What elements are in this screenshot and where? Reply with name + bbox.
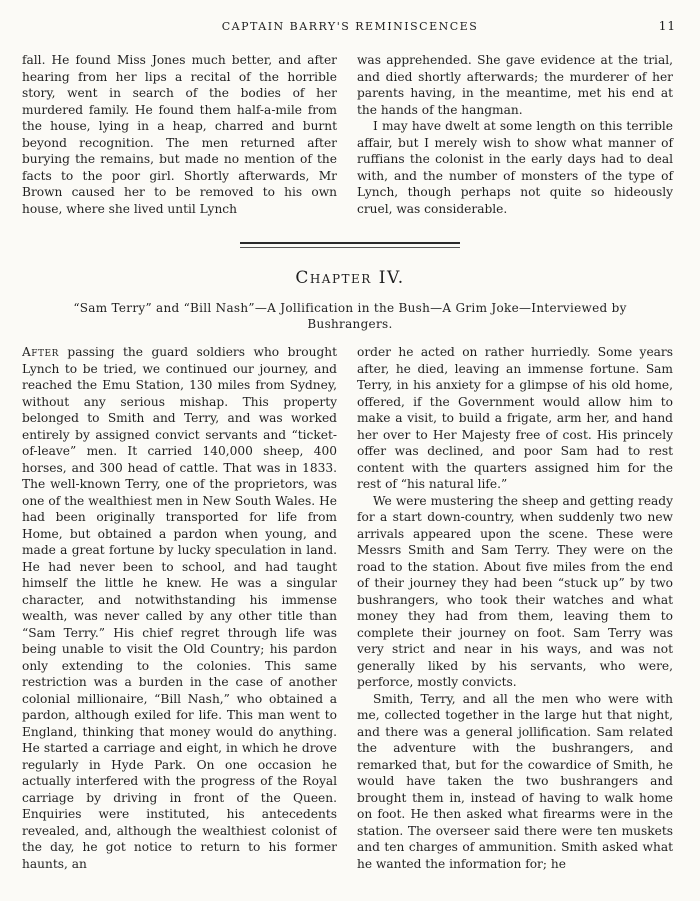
paragraph-text: passing the guard soldiers who brought Lynch to be tried, we continued our journey, and reached the Emu Station, 130 miles from Sydney, without any serious mishap. This property belonged to Smith and Terry, and was worked entirely by assigned convict servants and “ticket-of-leave” men. It carried 140,000 sheep, 400 horses, and 300 head of cattle. That was in 1833. The well-known Terry, one of the proprietors, was one of the wealthiest men in New South Wales. He had been originally transported for life from Home, but obtained a pardon when young, and made a great fortune by lucky speculation in land. He had never been to school, and had taught himself the little he knew. He was a singular character, and notwithstanding his immense wealth, was never called by any other title than “Sam Terry.” His chief regret through life was being unable to visit the Old Country; his pardon only extending to the colonies. This same restriction was a burden in the case of another colonial millionaire, “Bill Nash,” who obtained a pardon, although exiled for life. This man went to England, thinking that money would do anything. He started a carriage and eight, in which he drove regularly in Hyde Park. On one occasion he actually interfered with the progress of the Royal carriage by driving in front of the Queen. Enquiries were instituted, his antecedents revealed, and, although the wealthiest colonist of the day, he got notice to return to his former haunts, an <box>22 345 337 871</box>
chapter-heading: Chapter IV. <box>295 268 405 288</box>
paragraph: Smith, Terry, and all the men who were with me, collected together in the large hut that night, and there was a general jollification. Sam related the adventure with the bushrangers, and remarked that, but for the cowardice of Smith, he would have taken the two bushrangers and brought them in, instead of having to walk home on foot. He then asked what firearms were in the station. The overseer said there were ten muskets and ten charges of ammunition. Smith asked what he wanted the information for; he <box>357 691 673 871</box>
section-divider-rule <box>240 242 460 244</box>
bottom-left-column <box>22 344 337 892</box>
paragraph: order he acted on rather hurriedly. Some years after, he died, leaving an immense fortune. Sam Terry, in his anxiety for a glimpse of his old home, offered, if the Government would allow him to make a visit, to build a frigate, arm her, and hand her over to Her Majesty free of cost. His princely offer was declined, and poor Sam had to rest content with the quarters assigned him for the rest of “his natural life.” <box>357 345 673 491</box>
top-left-column <box>22 52 337 217</box>
page-number: 11 <box>658 19 676 33</box>
top-right-column <box>357 52 673 217</box>
paragraph: We were mustering the sheep and getting ready for a start down-country, when suddenly two new arrivals appeared upon the scene. These were Messrs Smith and Sam Terry. They were on the road to the station. About five miles from the end of their journey they had been “stuck up” by two bushrangers, who took their watches and what money they had from them, leaving them to complete their journey on foot. Sam Terry was very strict and near in his ways, and was not generally liked by his servants, who were, perforce, mostly convicts. <box>357 493 673 689</box>
paragraph: fall. He found Miss Jones much better, and after hearing from her lips a recital of the horrible story, went in search of the bodies of her murdered family. He found them half-a-mile from the house, lying in a heap, charred and burnt beyond recognition. The men returned after burying the remains, but made no mention of the facts to the poor girl. Shortly afterwards, Mr Brown caused her to be removed to his own house, where she lived until Lynch <box>22 53 337 216</box>
paragraph: I may have dwelt at some length on this terrible affair, but I merely wish to show what manner of ruffians the colonist in the early days had to deal with, and the number of monsters of the type of Lynch, though perhaps not quite so hideously cruel, was considerable. <box>357 119 673 216</box>
bottom-right-column <box>357 344 673 892</box>
chapter-synopsis: “Sam Terry” and “Bill Nash”—A Jollification in the Bush—A Grim Joke—Interviewed by Bushrangers. <box>73 301 627 331</box>
running-title: CAPTAIN BARRY'S REMINISCENCES <box>221 20 479 33</box>
running-header <box>22 20 678 36</box>
paragraph: was apprehended. She gave evidence at the trial, and died shortly afterwards; the murderer of her parents having, in the meantime, met his end at the hands of the hangman. <box>357 53 673 117</box>
paragraph <box>22 344 337 872</box>
section-divider-rule-thin <box>240 247 460 248</box>
opening-word: After <box>22 345 59 359</box>
